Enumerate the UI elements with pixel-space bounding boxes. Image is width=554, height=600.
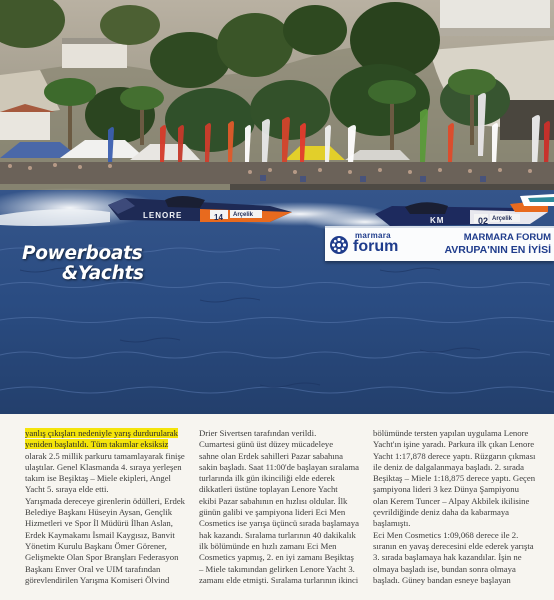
article-line: Belediye Başkanı Hüseyin Aysan, Gençlik: [25, 507, 173, 518]
banner-brand-top: marmara: [355, 231, 391, 240]
article-line: Yarışmada dereceye girenlerin ödülleri, Erdek: [25, 495, 186, 506]
article-line: zamanı elde etmişti. Sıralama turlarının ikinci: [199, 574, 359, 585]
article-line: Cosmetics yapmış, 2. en iyi zamanı Beşiktaş: [199, 552, 354, 563]
article-line: bölümünde tersten yapılan uygulama Lenore: [373, 428, 529, 438]
article-line: Yacht 5. sıraya elde etti.: [25, 484, 109, 495]
article-line: Yacht 1:17,878 derece yaptı. Rüzgarın çıkması: [373, 450, 536, 461]
article-line: yeniden başlatıldı. Tüm takımlar eksiksiz: [25, 439, 169, 450]
article-line: hak kazandı. Sıralama turlarının 40 dakikalık: [199, 529, 356, 540]
boat-1-number: 14: [214, 213, 223, 222]
article-line: Eci Men Cosmetics 1:09,068 derece ile 2.: [373, 529, 519, 540]
banner-brand-main: forum: [353, 238, 399, 255]
boat-1-name: LENORE: [143, 211, 183, 220]
article-line: ile deniz de dalgalanmaya başladı. 2. sırada: [373, 461, 525, 472]
article-line: Beşiktaş – Miele 1:18,875 derece yaptı. Geçen: [373, 473, 536, 484]
headline-line-1: Powerboats: [22, 243, 143, 264]
article-line: olan Kerem Tuncer – Alpay Akbilek ikilisine: [373, 495, 530, 506]
article-line: olarak 2.5 millik parkuru tamamlayarak finişe: [25, 450, 185, 461]
article-line: başladı. Güney bandan esneye başlayan: [373, 574, 511, 585]
article-line: sakin başladı. Saat 11:00'de başlayan sıralama: [199, 461, 359, 472]
article-line: takım ise Beşiktaş – Miele ekipleri, Angel: [25, 473, 171, 484]
article-line: Gelişmekte Olan Spor Branşları Federasyon: [25, 552, 179, 563]
banner-slogan-line-1: MARMARA FORUM: [463, 232, 551, 243]
article-line: ekibi Pazar sabahının en hızlısı oldular. İlk: [199, 495, 348, 506]
article-line: Drier Sivertsen tarafından verildi.: [199, 428, 317, 438]
article-line: şampiyona lideri 3 kez Dünya Şampiyonu: [373, 484, 519, 495]
article-line: Cumartesi günü üst düzey mücadeleye: [199, 439, 334, 450]
article-line: ulaştılar. Genel Klasmanda 4. sıraya yerleşen: [25, 461, 182, 472]
article-line: başlamıştı.: [373, 518, 411, 529]
headline-line-2: &Yachts: [62, 263, 144, 284]
boat-2-number: 02: [478, 216, 489, 226]
article-line: günün galibi ve şampiyona lideri Eci Men: [199, 507, 346, 518]
article-line: çevrildiğinde deniz daha da kabarmaya: [373, 507, 510, 518]
article-column-2: [199, 428, 361, 586]
article-line: Hizmetleri ve Spor İl Müdürü İlhan Aslan,: [25, 518, 173, 529]
article-line: Başkanı Enver Oral ve UIM tarafından: [25, 563, 161, 574]
article-line: yanlış çıkışları nedeniyle yarış durdurularak: [25, 428, 178, 438]
article-line: dikkatleri üstüne toplayan Lenore Yacht: [199, 484, 338, 495]
article-line: Yacht'ın işine yaradı. Parkura ilk çıkan Lenore: [373, 439, 535, 450]
article-line: ilk bölümünde en hızlı zamanı Eci Men: [199, 540, 337, 551]
article-column-1: [25, 428, 185, 586]
marmara-forum-logo-icon: [329, 235, 349, 255]
article-line: görevlendirilen Yarışma Komiseri Ölvind: [25, 574, 170, 585]
article-line: sahne olan Erdek sahilleri Pazar sabahına: [199, 450, 344, 461]
article-line: Cosmetics ise yarışa üçüncü sırada başlamaya: [199, 518, 359, 529]
article-line: Erdek Kaymakamı İsmail Kaygısız, Banvit: [25, 529, 175, 540]
article-line: olmaya başladı ise, bundan sonra olmaya: [373, 563, 516, 574]
article-line: Yönetim Kurulu Başkanı Ömer Görener,: [25, 540, 167, 551]
boat-2-name: KM: [430, 216, 445, 225]
banner-slogan-line-2: AVRUPA'NIN EN İYİSİ: [444, 244, 551, 256]
article-line: sıranın en yavaş derecesini elde ederek yarışta: [373, 540, 534, 551]
article-headline: [22, 244, 144, 284]
boat-2-sponsor: Arçelik: [492, 216, 513, 222]
article-column-3: [373, 428, 535, 586]
article-line: 3. sırada başlamaya hak kazandılar. İşin ne: [373, 552, 522, 563]
article-body: [0, 414, 554, 600]
boat-1-sponsor: Arçelik: [233, 212, 254, 218]
marmara-forum-banner: [325, 226, 554, 261]
article-line: turlarında ilk gün ikinciliği elde ederek: [199, 473, 335, 484]
article-line: – Miele takımından gelirken Lenore Yacht 3.: [199, 563, 355, 574]
